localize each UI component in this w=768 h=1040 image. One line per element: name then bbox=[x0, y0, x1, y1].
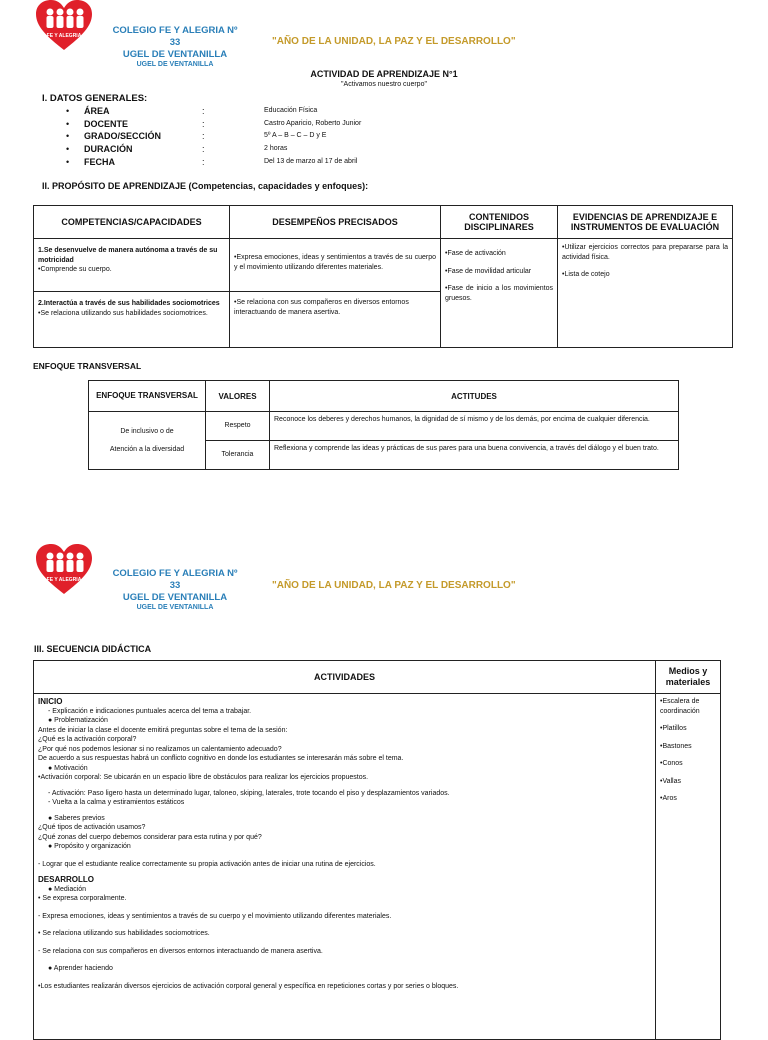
motto: "AÑO DE LA UNIDAD, LA PAZ Y EL DESARROLLO" bbox=[272, 36, 516, 47]
actitud-cell: Reconoce los deberes y derechos humanos, la dignidad de sí mismo y de los demás, por encima de cualquier diferencia. bbox=[270, 412, 679, 441]
school-line-2: UGEL DE VENTANILLA bbox=[122, 592, 228, 603]
section-label: INICIO bbox=[38, 697, 63, 706]
activity-line: ● Propósito y organización bbox=[48, 843, 131, 850]
valor-cell: Respeto bbox=[206, 412, 270, 441]
material-item: •Conos bbox=[660, 760, 683, 767]
activity-line: ¿Por qué nos podemos lesionar si no realizamos un calentamiento adecuado? bbox=[38, 745, 282, 753]
competencia-title: 2.Interactúa a través de sus habilidades sociomotrices bbox=[38, 300, 220, 307]
activity-line: ● Problematización bbox=[48, 717, 108, 724]
activity-line: ● Saberes previos bbox=[48, 814, 105, 822]
svg-text:FE Y ALEGRIA: FE Y ALEGRIA bbox=[46, 577, 82, 583]
activity-line: ¿Qué zonas del cuerpo debemos considerar para esta rutina y por qué? bbox=[38, 833, 262, 841]
school-name bbox=[110, 25, 240, 67]
datos-heading: I. DATOS GENERALES: bbox=[42, 93, 148, 104]
material-item: •Aros bbox=[660, 795, 677, 802]
enfoque-heading: ENFOQUE TRANSVERSAL bbox=[33, 361, 142, 371]
material-item: •Bastones bbox=[660, 742, 692, 750]
col-header: ACTITUDES bbox=[270, 381, 679, 412]
competencia-title: 1.Se desenvuelve de manera autónoma a través de su motricidad bbox=[38, 247, 218, 264]
activity-line: - Expresa emociones, ideas y sentimientos a través de su cuerpo y el movimiento utilizando diferentes materiales. bbox=[38, 912, 392, 920]
col-header: DESEMPEÑOS PRECISADOS bbox=[230, 206, 441, 239]
desempeno-cell: •Se relaciona con sus compañeros en diversos entornos interactuando de manera asertiva. bbox=[230, 292, 441, 348]
col-header: ENFOQUE TRANSVERSAL bbox=[89, 381, 206, 412]
school-line-1: COLEGIO FE Y ALEGRIA Nº 33 bbox=[112, 568, 238, 591]
activity-line: •Los estudiantes realizarán diversos ejercicios de activación corporal general y específica en repeticiones cortas y por series o bloques. bbox=[38, 982, 459, 990]
activity-line: ¿Qué es la activación corporal? bbox=[38, 736, 137, 743]
col-header: EVIDENCIAS DE APRENDIZAJE E INSTRUMENTOS DE EVALUACIÓN bbox=[558, 206, 733, 239]
activity-line: ● Motivación bbox=[48, 764, 88, 772]
activity-line: - Activación: Paso ligero hasta un determinado lugar, taloneo, skiping, laterales, trote tocando el piso y desplazamientos variados. bbox=[48, 789, 450, 797]
activity-line: ● Mediación bbox=[48, 885, 87, 893]
document-subtitle: "Activamos nuestro cuerpo" bbox=[341, 81, 427, 88]
material-item: •Vallas bbox=[660, 777, 681, 785]
document-title: ACTIVIDAD DE APRENDIZAJE N°1 bbox=[310, 69, 458, 79]
capacidad: •Comprende su cuerpo. bbox=[38, 266, 112, 273]
proposito-heading: II. PROPÓSITO DE APRENDIZAJE (Competencias, capacidades y enfoques): bbox=[42, 181, 369, 191]
enfoque-cell: De inclusivo o de Atención a la diversidad bbox=[89, 412, 206, 470]
activity-line: - Explicación e indicaciones puntuales acerca del tema a trabajar. bbox=[48, 707, 252, 715]
material-item: •Escalera de coordinación bbox=[660, 698, 700, 715]
activity-line: Antes de iniciar la clase el docente emitirá preguntas sobre el tema de la sesión: bbox=[38, 726, 288, 734]
activity-line: ● Aprender haciendo bbox=[48, 965, 113, 972]
school-line-1: COLEGIO FE Y ALEGRIA Nº 33 bbox=[112, 25, 238, 48]
col-header: VALORES bbox=[206, 381, 270, 412]
school-logo bbox=[34, 0, 94, 52]
desempeno-cell: •Expresa emociones, ideas y sentimientos a través de su cuerpo y el movimiento utilizando diferentes materiales. bbox=[230, 239, 441, 292]
valor-cell: Tolerancia bbox=[206, 441, 270, 470]
contenidos-cell: •Fase de activación •Fase de movilidad articular •Fase de inicio a los movimientos gruesos. bbox=[441, 239, 558, 348]
activity-line: De acuerdo a sus respuestas habrá un conflicto cognitivo en donde los estudiantes se interesarán más sobre el tema. bbox=[38, 755, 404, 762]
activity-line: - Lograr que el estudiante realice correctamente su propia activación antes de iniciar una rutina de ejercicios. bbox=[38, 860, 376, 868]
col-header: CONTENIDOS DISCIPLINARES bbox=[441, 206, 558, 239]
activity-line: - Vuelta a la calma y estiramientos estáticos bbox=[48, 799, 185, 806]
actividades-cell bbox=[34, 694, 656, 1040]
proposito-table bbox=[33, 205, 733, 348]
school-line-3: UGEL DE VENTANILLA bbox=[136, 604, 214, 610]
col-header: COMPETENCIAS/CAPACIDADES bbox=[34, 206, 230, 239]
col-header: Medios y materiales bbox=[656, 661, 721, 694]
secuencia-table bbox=[33, 660, 721, 1040]
motto: "AÑO DE LA UNIDAD, LA PAZ Y EL DESARROLLO" bbox=[272, 580, 516, 591]
competencia-cell bbox=[34, 292, 230, 348]
evidencias-cell: •Utilizar ejercicios correctos para prepararse para la actividad física. •Lista de cotejo bbox=[558, 239, 733, 348]
capacidad: •Se relaciona utilizando sus habilidades sociomotrices. bbox=[38, 309, 208, 317]
actitud-cell: Reflexiona y comprende las ideas y prácticas de sus pares para una buena convivencia, a través del diálogo y el buen trato. bbox=[270, 441, 679, 470]
activity-line: • Se relaciona utilizando sus habilidades sociomotrices. bbox=[38, 930, 210, 937]
activity-line: • Se expresa corporalmente. bbox=[38, 895, 127, 902]
col-header: ACTIVIDADES bbox=[34, 661, 656, 694]
activity-line: - Se relaciona con sus compañeros en diversos entornos interactuando de manera asertiva. bbox=[38, 947, 323, 955]
school-logo bbox=[34, 544, 94, 596]
enfoque-table bbox=[88, 380, 679, 470]
activity-line: ¿Qué tipos de activación usamos? bbox=[38, 824, 146, 831]
competencia-cell bbox=[34, 239, 230, 292]
activity-line: •Activación corporal: Se ubicarán en un espacio libre de obstáculos para realizar los ejercicios propuestos. bbox=[38, 774, 369, 781]
secuencia-heading: III. SECUENCIA DIDÁCTICA bbox=[34, 644, 152, 654]
school-name bbox=[110, 568, 240, 610]
materiales-cell bbox=[656, 694, 721, 1040]
material-item: •Platillos bbox=[660, 725, 687, 732]
school-line-3: UGEL DE VENTANILLA bbox=[136, 61, 214, 67]
svg-text:FE Y ALEGRIA: FE Y ALEGRIA bbox=[46, 33, 82, 39]
school-line-2: UGEL DE VENTANILLA bbox=[122, 49, 228, 60]
section-label: DESARROLLO bbox=[38, 875, 94, 884]
